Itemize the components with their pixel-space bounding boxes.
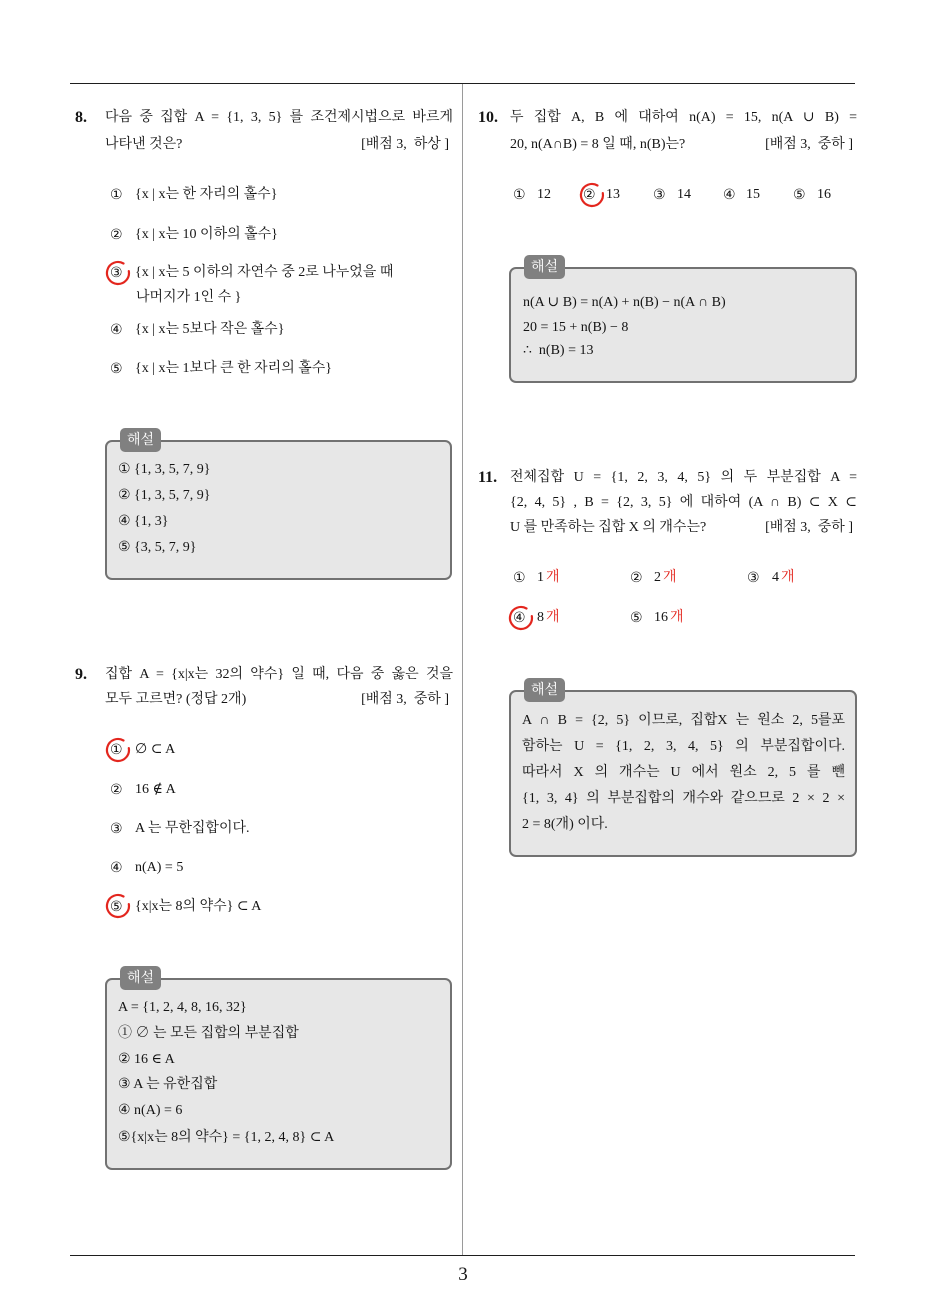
choice-value: 8 <box>537 610 544 625</box>
choice-marker: ① <box>110 742 123 758</box>
explanation-line: ④ n(A) = 6 <box>118 1103 183 1118</box>
explanation-line: ① {1, 3, 5, 7, 9} <box>118 462 211 477</box>
choice-text: {x|x는 8의 약수} ⊂ A <box>135 899 262 914</box>
choice-marker: ① <box>513 187 526 203</box>
page-number: 3 <box>458 1264 468 1285</box>
choice-value: 16 <box>654 610 668 625</box>
choice-marker: ④ <box>110 860 123 876</box>
choice-text-group <box>537 568 560 588</box>
question-text-line: U 를 만족하는 집합 X 의 개수는? <box>510 520 707 535</box>
choice-text: A 는 무한집합이다. <box>135 821 250 836</box>
choice-text: {x | x는 10 이하의 홀수} <box>135 227 278 242</box>
explanation-line: A ∩ B = {2, 5} 이므로, 집합X 는 원소 2, 5를포 <box>522 713 845 728</box>
choice-marker: ② <box>110 227 123 243</box>
answer-circle-mark <box>103 735 133 765</box>
choice-value: 4 <box>772 570 779 585</box>
choice-marker: ① <box>513 570 526 586</box>
choice-text: ∅ ⊂ A <box>135 742 176 757</box>
column-divider <box>462 84 463 1255</box>
choice-marker: ③ <box>747 570 760 586</box>
explanation-line: 함하는 U = {1, 2, 3, 4, 5} 의 부분집합이다. <box>522 739 845 754</box>
explanation-box <box>105 970 452 1170</box>
points-label: [배점 3, 하상 ] <box>361 137 449 152</box>
choice-text-group <box>772 568 795 588</box>
question-number: 8. <box>75 109 87 126</box>
explanation-line: 20 = 15 + n(B) − 8 <box>523 320 629 335</box>
choice-marker: ④ <box>513 610 526 626</box>
choice-text: {x | x는 한 자리의 홀수} <box>135 187 278 202</box>
choice-unit: 개 <box>546 610 560 625</box>
explanation-line: ① ∅ 는 모든 집합의 부분집합 <box>118 1026 299 1041</box>
question-text-line: 다음 중 집합 A = {1, 3, 5} 를 조건제시법으로 바르게 <box>105 110 453 125</box>
question-text-line: 전체집합 U = {1, 2, 3, 4, 5} 의 두 부분집합 A = <box>510 470 857 485</box>
explanation-box <box>509 259 857 383</box>
choice-text: 12 <box>537 187 551 202</box>
choice-value: 1 <box>537 570 544 585</box>
explanation-label: 해설 <box>524 678 565 702</box>
choice-text: {x | x는 5보다 작은 홀수} <box>135 322 285 337</box>
points-label: [배점 3, 중하 ] <box>765 520 853 535</box>
question-text-line: 집합 A = {x|x는 32의 약수} 일 때, 다음 중 옳은 것을 <box>105 667 453 682</box>
choice-marker: ⑤ <box>793 187 806 203</box>
explanation-line: ∴ n(B) = 13 <box>523 343 594 358</box>
explanation-line: ⑤ {3, 5, 7, 9} <box>118 540 197 555</box>
choice-marker: ⑤ <box>630 610 643 626</box>
choice-unit: 개 <box>663 570 677 585</box>
choice-marker: ⑤ <box>110 899 123 915</box>
choice-marker: ② <box>630 570 643 586</box>
choice-marker: ① <box>110 187 123 203</box>
question-text-line: 나타낸 것은? <box>105 137 183 152</box>
explanation-line: ② 16 ∈ A <box>118 1052 175 1067</box>
answer-circle-mark <box>506 603 536 633</box>
choice-marker: ② <box>110 782 123 798</box>
choice-text: n(A) = 5 <box>135 860 184 875</box>
question-text-line: 두 집합 A, B 에 대하여 n(A) = 15, n(A ∪ B) = <box>510 110 857 125</box>
points-label: [배점 3, 중하 ] <box>361 692 449 707</box>
bottom-rule <box>70 1255 855 1256</box>
explanation-box <box>509 682 857 857</box>
choice-text: 16 ∉ A <box>135 782 176 797</box>
explanation-label: 해설 <box>120 428 161 452</box>
explanation-line: ② {1, 3, 5, 7, 9} <box>118 488 211 503</box>
question-number: 9. <box>75 666 87 683</box>
choice-marker: ⑤ <box>110 361 123 377</box>
explanation-line: {1, 3, 4} 의 부분집합의 개수와 같으므로 2 × 2 × <box>522 791 845 806</box>
explanation-line: ④ {1, 3} <box>118 514 169 529</box>
choice-unit: 개 <box>781 570 795 585</box>
choice-text: 14 <box>677 187 691 202</box>
question-text-line: {2, 4, 5} , B = {2, 3, 5} 에 대하여 (A ∩ B) ⊂ X ⊂ <box>510 495 857 510</box>
explanation-line: ③ A 는 유한집합 <box>118 1077 218 1092</box>
choice-text: {x | x는 5 이하의 자연수 중 2로 나누었을 때 <box>135 265 394 280</box>
explanation-line: ⑤{x|x는 8의 약수} = {1, 2, 4, 8} ⊂ A <box>118 1130 335 1145</box>
explanation-line: 2 = 8(개) 이다. <box>522 817 608 832</box>
question-text-line: 모두 고르면? (정답 2개) <box>105 692 247 707</box>
choice-text: 16 <box>817 187 831 202</box>
question-number: 10. <box>478 109 498 126</box>
choice-marker: ③ <box>110 821 123 837</box>
answer-circle-mark <box>577 180 607 210</box>
question-text-line: 20, n(A∩B) = 8 일 때, n(B)는? <box>510 137 686 152</box>
choice-marker: ④ <box>110 322 123 338</box>
choice-text: 13 <box>606 187 620 202</box>
answer-circle-mark <box>103 258 133 288</box>
explanation-label: 해설 <box>120 966 161 990</box>
answer-circle-mark <box>103 891 133 921</box>
choice-text-group <box>654 608 684 628</box>
choice-text: 15 <box>746 187 760 202</box>
choice-marker: ④ <box>723 187 736 203</box>
choice-text-group <box>537 608 560 628</box>
choice-unit: 개 <box>670 610 684 625</box>
points-label: [배점 3, 중하 ] <box>765 137 853 152</box>
choice-marker: ③ <box>110 265 123 281</box>
choice-marker: ② <box>583 187 596 203</box>
choice-value: 2 <box>654 570 661 585</box>
choice-text: {x | x는 1보다 큰 한 자리의 홀수} <box>135 361 332 376</box>
explanation-line: n(A ∪ B) = n(A) + n(B) − n(A ∩ B) <box>523 295 726 310</box>
question-number: 11. <box>478 469 498 486</box>
choice-unit: 개 <box>546 570 560 585</box>
choice-text-continued: 나머지가 1인 수 } <box>136 290 242 305</box>
explanation-line: 따라서 X 의 개수는 U 에서 원소 2, 5 를 뺀 <box>522 765 845 780</box>
choice-marker: ③ <box>653 187 666 203</box>
explanation-box <box>105 432 452 580</box>
choice-text-group <box>654 568 677 588</box>
explanation-label: 해설 <box>524 255 565 279</box>
explanation-line: A = {1, 2, 4, 8, 16, 32} <box>118 1000 247 1015</box>
